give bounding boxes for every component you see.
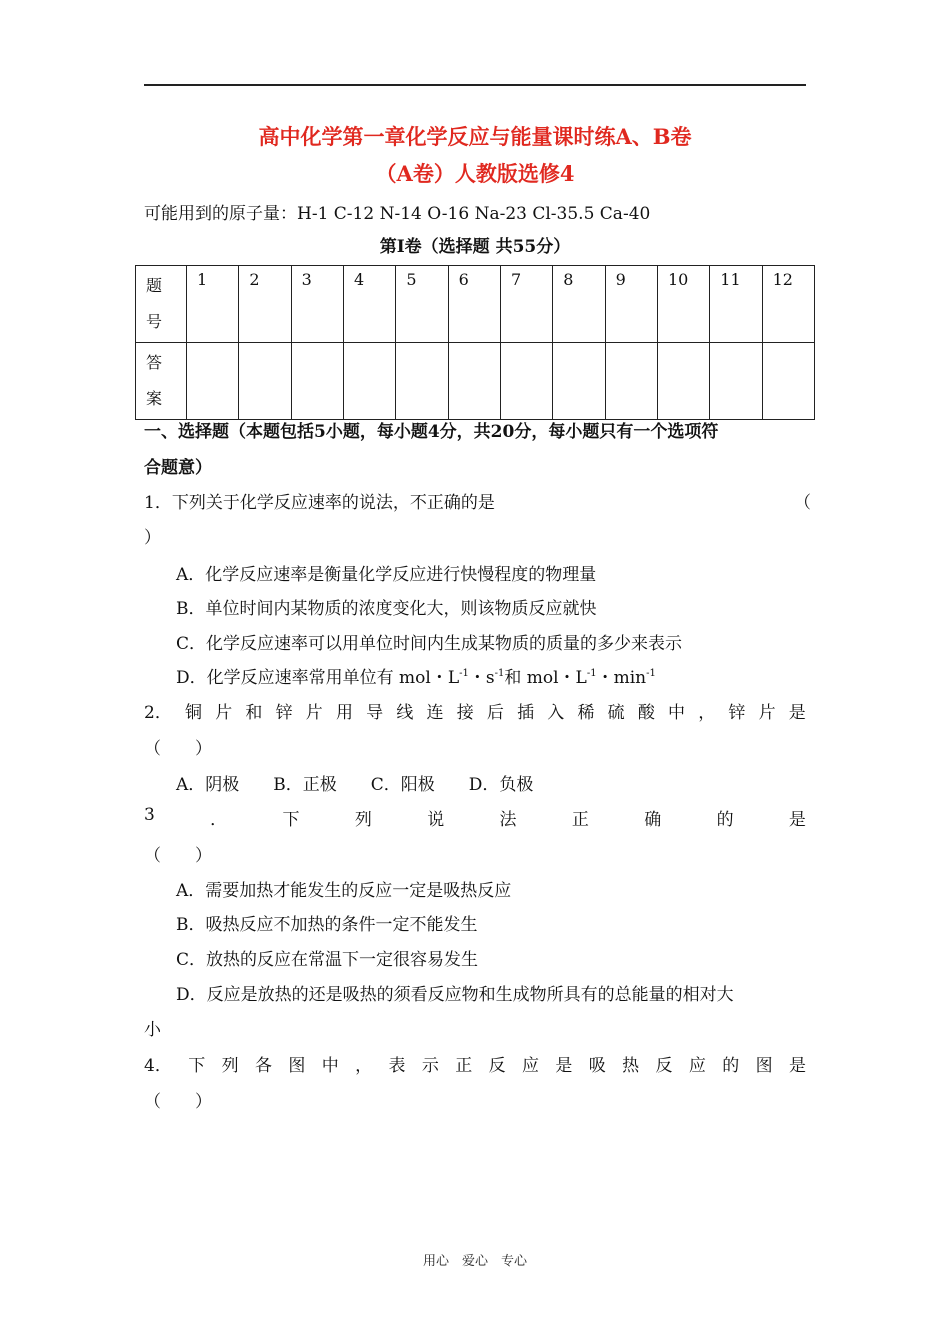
answer-cell[interactable]: [553, 343, 605, 420]
stem-char: 插: [517, 703, 535, 723]
q3-stem: [144, 805, 806, 830]
row-label-char: 案: [146, 389, 163, 408]
q4-paren: （ ）: [144, 1092, 212, 1112]
page-footer: 用心 爱心 专心: [422, 1254, 527, 1269]
stem-char: 说: [427, 810, 445, 830]
stem-char: 硫: [607, 703, 625, 723]
stem-char: 的: [716, 810, 734, 830]
stem-char: 接: [456, 703, 474, 723]
stem-char: 正: [571, 810, 589, 830]
stem-char: ．: [210, 810, 228, 830]
stem-char: 稀: [577, 703, 595, 723]
stem-char: 4．: [144, 1056, 172, 1076]
stem-char: ，: [698, 703, 716, 723]
answer-cell[interactable]: [710, 343, 762, 420]
stem-char: 正: [455, 1056, 473, 1076]
stem-char: 热: [622, 1056, 640, 1076]
stem-char: 后: [486, 703, 504, 723]
stem-char: 是: [788, 810, 806, 830]
section1-heading-line1: 一、选择题（本题包括5小题，每小题4分，共20分，每小题只有一个选项符: [144, 422, 719, 442]
q3-option-d-cont: 小: [144, 1020, 161, 1040]
stem-char: 用: [335, 703, 353, 723]
table-cell: 11: [710, 266, 762, 343]
stem-char: 片: [215, 703, 233, 723]
superscript: -1: [494, 668, 505, 679]
answer-cell[interactable]: [239, 343, 291, 420]
row-label-number: [136, 266, 187, 343]
stem-char: 图: [288, 1056, 306, 1076]
answer-cell[interactable]: [762, 343, 814, 420]
part1-heading: 第Ⅰ卷（选择题 共55分）: [379, 237, 571, 257]
table-cell: 8: [553, 266, 605, 343]
q1-d-text: 和 mol・L: [504, 668, 587, 688]
q4-stem: [144, 1051, 806, 1076]
q1-option-a: A．化学反应速率是衡量化学反应进行快慢程度的物理量: [176, 565, 597, 585]
stem-char: 下: [188, 1056, 206, 1076]
q3-option-d: D．反应是放热的还是吸热的须看反应物和生成物所具有的总能量的相对大: [176, 985, 734, 1005]
answer-cell[interactable]: [291, 343, 343, 420]
stem-char: 是: [555, 1056, 573, 1076]
table-row: [136, 266, 815, 343]
stem-char: 是: [788, 1056, 806, 1076]
stem-char: 铜: [185, 703, 203, 723]
stem-char: 是: [788, 703, 806, 723]
atomic-masses: 可能用到的原子量：H-1 C-12 N-14 O-16 Na-23 Cl-35.5 Ca-40: [144, 204, 651, 224]
stem-char: 入: [547, 703, 565, 723]
row-label-char: 号: [146, 312, 163, 331]
stem-char: 锌: [728, 703, 746, 723]
table-cell: 6: [448, 266, 500, 343]
table-cell: 2: [239, 266, 291, 343]
q1-paren-close: ）: [144, 528, 161, 548]
stem-char: ，: [355, 1056, 373, 1076]
stem-char: 连: [426, 703, 444, 723]
stem-char: 示: [421, 1056, 439, 1076]
answer-cell[interactable]: [187, 343, 239, 420]
header-rule: [144, 84, 806, 86]
table-cell: 1: [187, 266, 239, 343]
q2-stem: [144, 698, 806, 723]
row-label-char: 答: [146, 353, 163, 372]
q1-d-text: ・min: [596, 668, 647, 688]
q2-paren: （ ）: [144, 739, 212, 759]
stem-char: 中: [668, 703, 686, 723]
stem-char: 片: [305, 703, 323, 723]
stem-char: 法: [499, 810, 517, 830]
q2-options: A．阴极 B．正极 C．阳极 D．负极: [176, 775, 534, 795]
answer-cell[interactable]: [657, 343, 709, 420]
stem-char: 反: [488, 1056, 506, 1076]
q1-option-c: C．化学反应速率可以用单位时间内生成某物质的质量的多少来表示: [176, 634, 683, 654]
answer-table: [135, 265, 815, 420]
stem-char: 的: [722, 1056, 740, 1076]
stem-char: 确: [644, 810, 662, 830]
stem-char: 和: [245, 703, 263, 723]
stem-char: 导: [366, 703, 384, 723]
q1-option-d: [176, 663, 656, 688]
q1-option-b: B．单位时间内某物质的浓度变化大，则该物质反应就快: [176, 599, 597, 619]
table-cell: 12: [762, 266, 814, 343]
answer-cell[interactable]: [396, 343, 448, 420]
q1-stem: 1．下列关于化学反应速率的说法，不正确的是: [144, 493, 495, 513]
row-label-char: 题: [146, 276, 163, 295]
table-cell: 4: [343, 266, 395, 343]
answer-cell[interactable]: [500, 343, 552, 420]
stem-char: 反: [655, 1056, 673, 1076]
answer-cell[interactable]: [343, 343, 395, 420]
stem-char: 各: [254, 1056, 272, 1076]
superscript: -1: [586, 668, 597, 679]
table-cell: 10: [657, 266, 709, 343]
superscript: -1: [459, 668, 469, 679]
q3-option-b: B．吸热反应不加热的条件一定不能发生: [176, 915, 478, 935]
stem-char: 吸: [588, 1056, 606, 1076]
answer-cell[interactable]: [605, 343, 657, 420]
stem-char: 中: [321, 1056, 339, 1076]
stem-char: 3: [144, 805, 155, 825]
page-subtitle: （A卷）人教版选修4: [375, 161, 575, 186]
q1-paren-open: （: [794, 493, 811, 513]
table-cell: 7: [500, 266, 552, 343]
stem-char: 应: [521, 1056, 539, 1076]
superscript: -1: [646, 668, 656, 679]
page-title: 高中化学第一章化学反应与能量课时练A、B卷: [258, 124, 692, 149]
stem-char: 表: [388, 1056, 406, 1076]
stem-char: 图: [755, 1056, 773, 1076]
table-cell: 9: [605, 266, 657, 343]
table-row: [136, 343, 815, 420]
q3-paren: （ ）: [144, 846, 212, 866]
stem-char: 2．: [144, 703, 172, 723]
stem-char: 锌: [275, 703, 293, 723]
q1-d-text: D．化学反应速率常用单位有 mol・L: [176, 668, 460, 688]
q3-option-c: C．放热的反应在常温下一定很容易发生: [176, 950, 479, 970]
table-cell: 3: [291, 266, 343, 343]
stem-char: 应: [688, 1056, 706, 1076]
q3-option-a: A．需要加热才能发生的反应一定是吸热反应: [176, 881, 512, 901]
answer-cell[interactable]: [448, 343, 500, 420]
stem-char: 片: [758, 703, 776, 723]
q1-d-text: ・s: [468, 668, 495, 688]
row-label-answer: [136, 343, 187, 420]
stem-char: 下: [282, 810, 300, 830]
table-cell: 5: [396, 266, 448, 343]
stem-char: 列: [354, 810, 372, 830]
stem-char: 线: [396, 703, 414, 723]
section1-heading-line2: 合题意）: [144, 458, 212, 478]
stem-char: 列: [221, 1056, 239, 1076]
stem-char: 酸: [637, 703, 655, 723]
